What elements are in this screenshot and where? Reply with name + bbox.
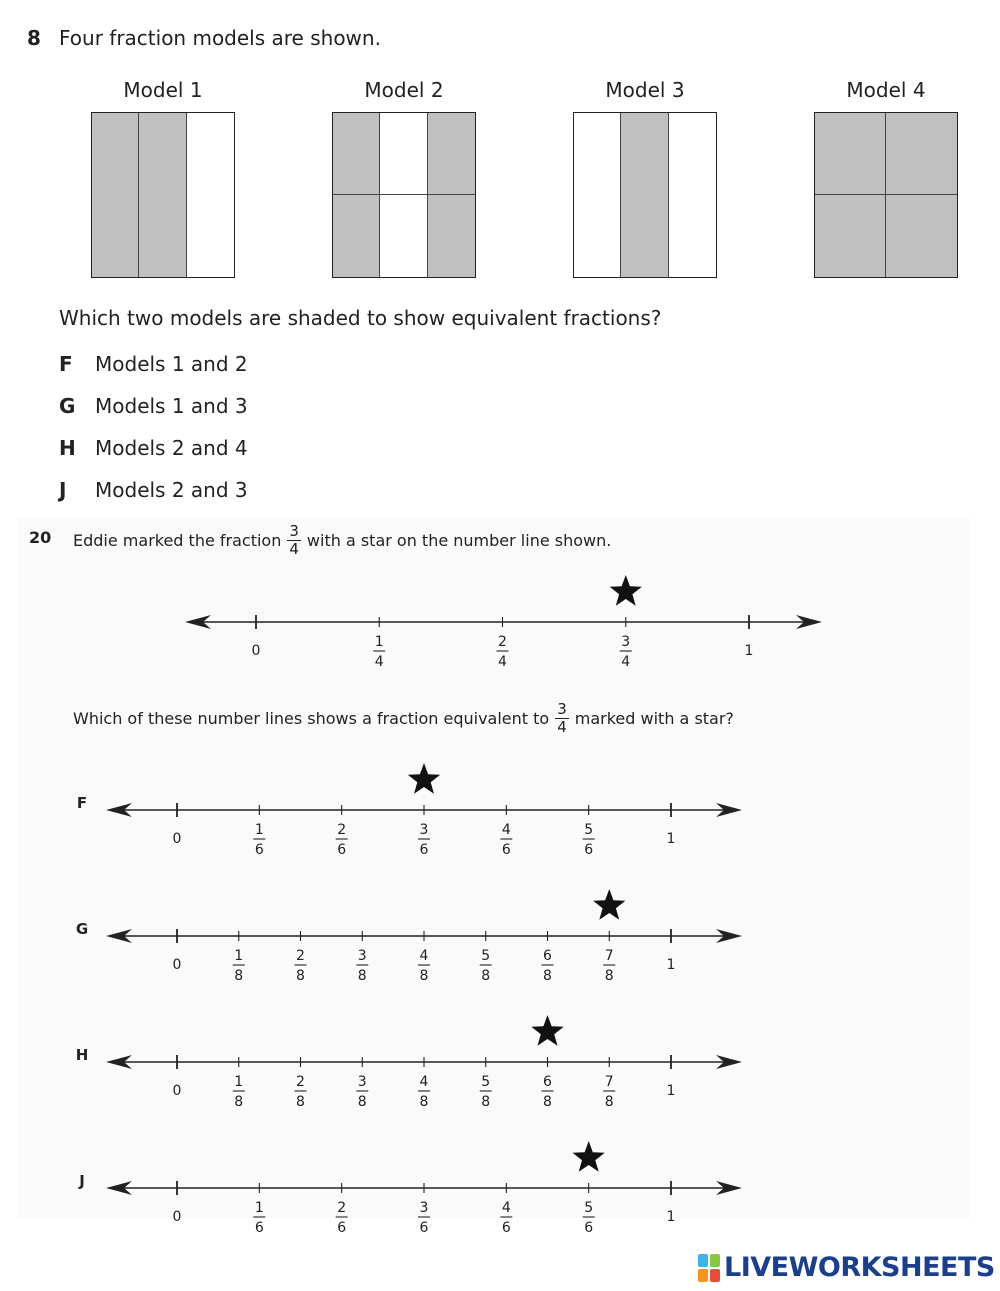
tick-denominator: 8 bbox=[543, 968, 552, 984]
tick-numerator: 2 bbox=[337, 822, 347, 838]
tick-numerator: 3 bbox=[357, 948, 367, 964]
tick-denominator: 8 bbox=[296, 1094, 305, 1110]
stem-text-start: Eddie marked the fraction bbox=[73, 531, 282, 550]
tick-label-zero: 0 bbox=[172, 831, 182, 847]
question-20-number: 20 bbox=[29, 528, 52, 547]
choice-text: Models 1 and 3 bbox=[95, 394, 248, 418]
tick-label-one: 1 bbox=[744, 643, 754, 659]
tick-denominator: 8 bbox=[234, 1094, 244, 1110]
tick-denominator: 6 bbox=[501, 842, 511, 858]
logo-block bbox=[710, 1269, 720, 1282]
tick-numerator: 5 bbox=[584, 822, 594, 838]
tick-denominator: 8 bbox=[357, 1094, 367, 1110]
tick-denominator: 8 bbox=[357, 968, 367, 984]
tick-denominator: 8 bbox=[481, 968, 491, 984]
tick-label-one: 1 bbox=[666, 1083, 676, 1099]
choice-letter: G bbox=[59, 394, 76, 418]
tick-numerator: 1 bbox=[234, 948, 244, 964]
brand-logo-icon bbox=[698, 1254, 720, 1282]
tick-denominator: 8 bbox=[604, 1094, 614, 1110]
tick-denominator: 8 bbox=[604, 968, 614, 984]
tick-label-zero: 0 bbox=[172, 1209, 182, 1225]
tick-numerator: 5 bbox=[584, 1200, 594, 1216]
tick-numerator: 3 bbox=[357, 1074, 367, 1090]
logo-block bbox=[710, 1254, 720, 1267]
tick-denominator: 6 bbox=[501, 1220, 511, 1236]
tick-numerator: 4 bbox=[501, 822, 511, 838]
tick-denominator: 8 bbox=[419, 1094, 429, 1110]
tick-denominator: 4 bbox=[374, 654, 384, 670]
tick-numerator: 7 bbox=[604, 948, 614, 964]
tick-numerator: 2 bbox=[296, 1074, 305, 1090]
question-8-stem: Four fraction models are shown. bbox=[59, 26, 381, 50]
tick-denominator: 8 bbox=[543, 1094, 552, 1110]
tick-numerator: 1 bbox=[254, 1200, 264, 1216]
star-icon bbox=[593, 889, 625, 920]
tick-denominator: 6 bbox=[337, 1220, 347, 1236]
tick-denominator: 6 bbox=[254, 1220, 264, 1236]
choice-letter: F bbox=[59, 352, 73, 376]
tick-denominator: 6 bbox=[337, 842, 347, 858]
choice-text: Models 2 and 4 bbox=[95, 436, 248, 460]
tick-numerator: 3 bbox=[419, 1200, 429, 1216]
tick-numerator: 6 bbox=[543, 948, 552, 964]
question-8-number: 8 bbox=[27, 26, 41, 50]
question-8-prompt: Which two models are shaded to show equivalent fractions? bbox=[59, 306, 662, 330]
tick-numerator: 3 bbox=[419, 822, 429, 838]
tick-denominator: 6 bbox=[419, 842, 429, 858]
star-icon bbox=[408, 763, 440, 794]
tick-denominator: 6 bbox=[254, 842, 264, 858]
tick-numerator: 2 bbox=[498, 634, 507, 650]
logo-block bbox=[698, 1269, 708, 1282]
tick-numerator: 4 bbox=[419, 1074, 429, 1090]
tick-denominator: 8 bbox=[419, 968, 429, 984]
tick-numerator: 7 bbox=[604, 1074, 614, 1090]
tick-denominator: 6 bbox=[419, 1220, 429, 1236]
choice-letter-f: F bbox=[76, 794, 88, 812]
tick-label-one: 1 bbox=[666, 957, 676, 973]
tick-label-zero: 0 bbox=[251, 643, 261, 659]
tick-denominator: 8 bbox=[234, 968, 244, 984]
tick-denominator: 6 bbox=[584, 842, 594, 858]
fraction-numerator: 3 bbox=[557, 700, 567, 718]
tick-denominator: 4 bbox=[498, 654, 507, 670]
tick-numerator: 1 bbox=[234, 1074, 244, 1090]
choice-text: Models 1 and 2 bbox=[95, 352, 248, 376]
tick-denominator: 8 bbox=[296, 968, 305, 984]
prompt-text-end: marked with a star? bbox=[574, 709, 734, 728]
tick-label-one: 1 bbox=[666, 831, 676, 847]
model-3-label: Model 3 bbox=[605, 78, 685, 102]
tick-label-one: 1 bbox=[666, 1209, 676, 1225]
choice-letter: J bbox=[59, 478, 67, 502]
tick-numerator: 4 bbox=[419, 948, 429, 964]
choice-letter: H bbox=[59, 436, 76, 460]
star-icon bbox=[573, 1141, 605, 1172]
tick-numerator: 1 bbox=[254, 822, 264, 838]
tick-numerator: 1 bbox=[374, 634, 384, 650]
brand-name: LIVEWORKSHEETS bbox=[724, 1252, 995, 1283]
fraction-denominator: 4 bbox=[557, 718, 567, 736]
model-1-label: Model 1 bbox=[123, 78, 203, 102]
stem-text-end: with a star on the number line shown. bbox=[306, 531, 612, 550]
tick-numerator: 5 bbox=[481, 1074, 491, 1090]
tick-numerator: 2 bbox=[296, 948, 305, 964]
choice-letter-g: G bbox=[75, 920, 89, 938]
tick-numerator: 5 bbox=[481, 948, 491, 964]
choice-text: Models 2 and 3 bbox=[95, 478, 248, 502]
model-2-label: Model 2 bbox=[364, 78, 444, 102]
model-4-label: Model 4 bbox=[846, 78, 926, 102]
choice-letter-j: J bbox=[79, 1172, 85, 1190]
tick-numerator: 2 bbox=[337, 1200, 347, 1216]
fraction-numerator: 3 bbox=[289, 522, 299, 540]
tick-denominator: 6 bbox=[584, 1220, 594, 1236]
tick-numerator: 6 bbox=[543, 1074, 552, 1090]
fraction-denominator: 4 bbox=[289, 540, 299, 558]
tick-label-zero: 0 bbox=[172, 957, 182, 973]
liveworksheets-logo bbox=[698, 1252, 995, 1283]
tick-numerator: 4 bbox=[501, 1200, 511, 1216]
tick-denominator: 4 bbox=[621, 654, 631, 670]
prompt-text-start: Which of these number lines shows a fraction equivalent to bbox=[73, 709, 550, 728]
tick-denominator: 8 bbox=[481, 1094, 491, 1110]
choice-letter-h: H bbox=[75, 1046, 89, 1064]
star-icon bbox=[531, 1015, 563, 1046]
logo-block bbox=[698, 1254, 708, 1267]
tick-label-zero: 0 bbox=[172, 1083, 182, 1099]
tick-numerator: 3 bbox=[621, 634, 631, 650]
star-icon bbox=[610, 575, 642, 606]
